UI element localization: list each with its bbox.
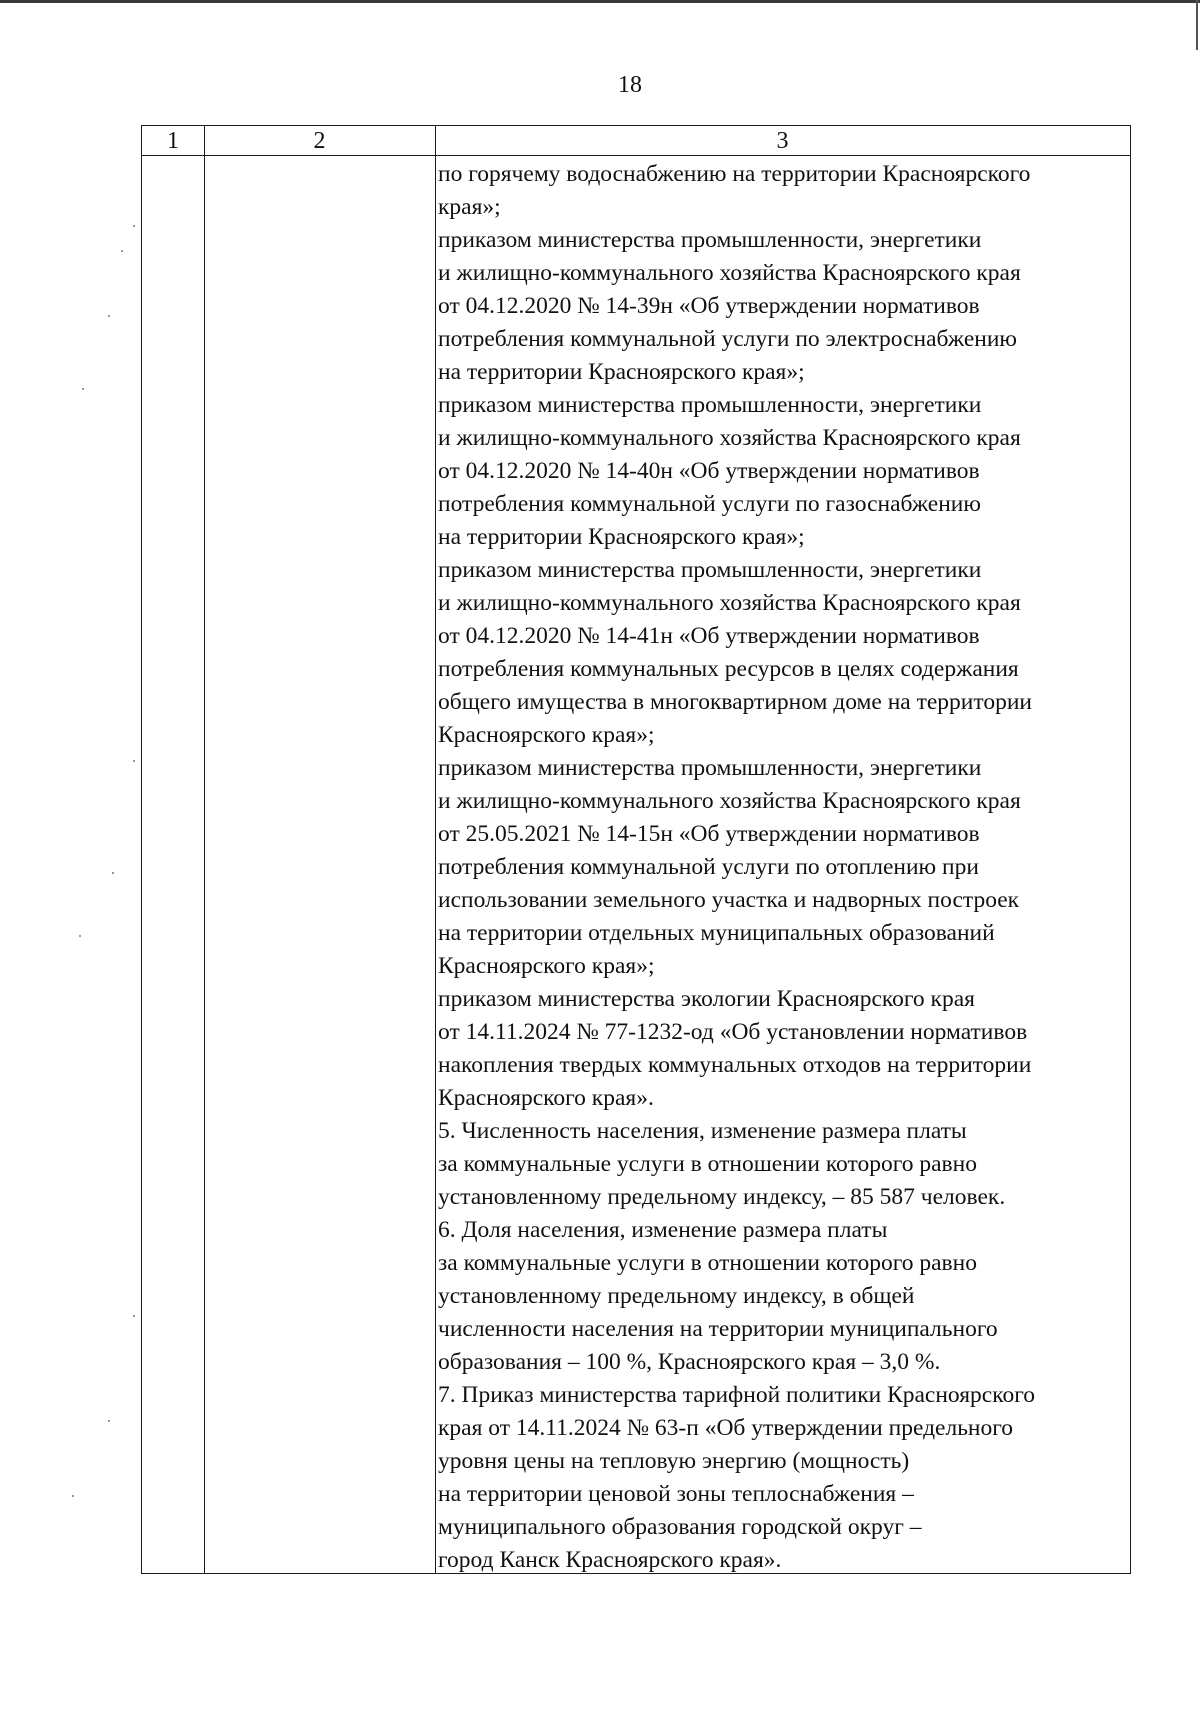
text-line: установленному предельному индексу, – 85 587 человек. [438,1184,1006,1210]
text-line: образования – 100 %, Красноярского края – 3,0 %. [438,1349,941,1375]
scan-speck [82,388,84,390]
text-line: от 04.12.2020 № 14-41н «Об утверждении нормативов [438,623,980,649]
column-header-3: 3 [776,128,789,154]
scan-top-edge [0,0,1200,3]
text-line: от 25.05.2021 № 14-15н «Об утверждении нормативов [438,821,980,847]
text-line: и жилищно-коммунального хозяйства Красноярского края [438,590,1021,616]
scan-speck [133,1315,135,1317]
text-line: приказом министерства промышленности, энергетики [438,392,982,418]
text-line: Красноярского края»; [438,722,655,748]
column-divider [435,126,436,1573]
column-divider [204,126,205,1573]
text-line: по горячему водоснабжению на территории Красноярского [438,161,1031,187]
text-line: от 14.11.2024 № 77-1232-од «Об установлении нормативов [438,1019,1028,1045]
text-line: численности населения на территории муниципального [438,1316,998,1342]
column-3-text [437,158,1130,1577]
text-line: и жилищно-коммунального хозяйства Красноярского края [438,260,1021,286]
column-header-1: 1 [167,128,179,154]
text-line: Красноярского края»; [438,953,655,979]
column-header-2: 2 [313,128,326,154]
text-line: потребления коммунальной услуги по газоснабжению [438,491,981,517]
text-line: потребления коммунальных ресурсов в целях содержания [438,656,1019,682]
text-line: потребления коммунальной услуги по отоплению при [438,854,979,880]
text-line: за коммунальные услуги в отношении которого равно [438,1151,977,1177]
text-line: на территории ценовой зоны теплоснабжения – [438,1481,914,1507]
table-header-row [142,126,1130,156]
text-line: за коммунальные услуги в отношении которого равно [438,1250,977,1276]
text-line: от 04.12.2020 № 14-39н «Об утверждении нормативов [438,293,980,319]
text-line: общего имущества в многоквартирном доме на территории [438,689,1032,715]
document-table [141,125,1131,1574]
scan-speck [133,225,135,227]
text-line: использовании земельного участка и надворных построек [438,887,1020,913]
page-number: 18 [618,72,642,98]
text-line: город Канск Красноярского края». [438,1547,782,1573]
text-line: на территории Красноярского края»; [438,359,805,385]
text-line: потребления коммунальной услуги по электроснабжению [438,326,1017,352]
scan-speck [79,935,81,937]
text-line: 5. Численность населения, изменение размера платы [438,1118,967,1144]
scan-speck [133,760,135,762]
text-line: установленному предельному индексу, в общей [438,1283,915,1309]
text-line: приказом министерства промышленности, энергетики [438,227,982,253]
scan-speck [121,250,123,252]
text-line: 6. Доля населения, изменение размера платы [438,1217,888,1243]
text-line: приказом министерства экологии Красноярского края [438,986,975,1012]
text-line: от 04.12.2020 № 14-40н «Об утверждении нормативов [438,458,980,484]
scan-right-edge [1196,0,1198,50]
text-line: на территории отдельных муниципальных образований [438,920,995,946]
text-line: края»; [438,194,501,220]
text-line: Красноярского края». [438,1085,654,1111]
text-line: края от 14.11.2024 № 63-п «Об утверждении предельного [438,1415,1014,1441]
text-line: приказом министерства промышленности, энергетики [438,557,982,583]
text-line: уровня цены на тепловую энергию (мощность) [438,1448,910,1474]
scan-speck [108,315,110,317]
scan-speck [108,1420,110,1422]
scan-speck [72,1495,74,1497]
text-line: муниципального образования городской округ – [438,1514,922,1540]
text-line: 7. Приказ министерства тарифной политики Красноярского [438,1382,1036,1408]
text-line: приказом министерства промышленности, энергетики [438,755,982,781]
text-line: накопления твердых коммунальных отходов на территории [438,1052,1032,1078]
text-line: на территории Красноярского края»; [438,524,805,550]
text-line: и жилищно-коммунального хозяйства Красноярского края [438,425,1021,451]
text-line: и жилищно-коммунального хозяйства Красноярского края [438,788,1021,814]
scan-speck [112,872,114,874]
